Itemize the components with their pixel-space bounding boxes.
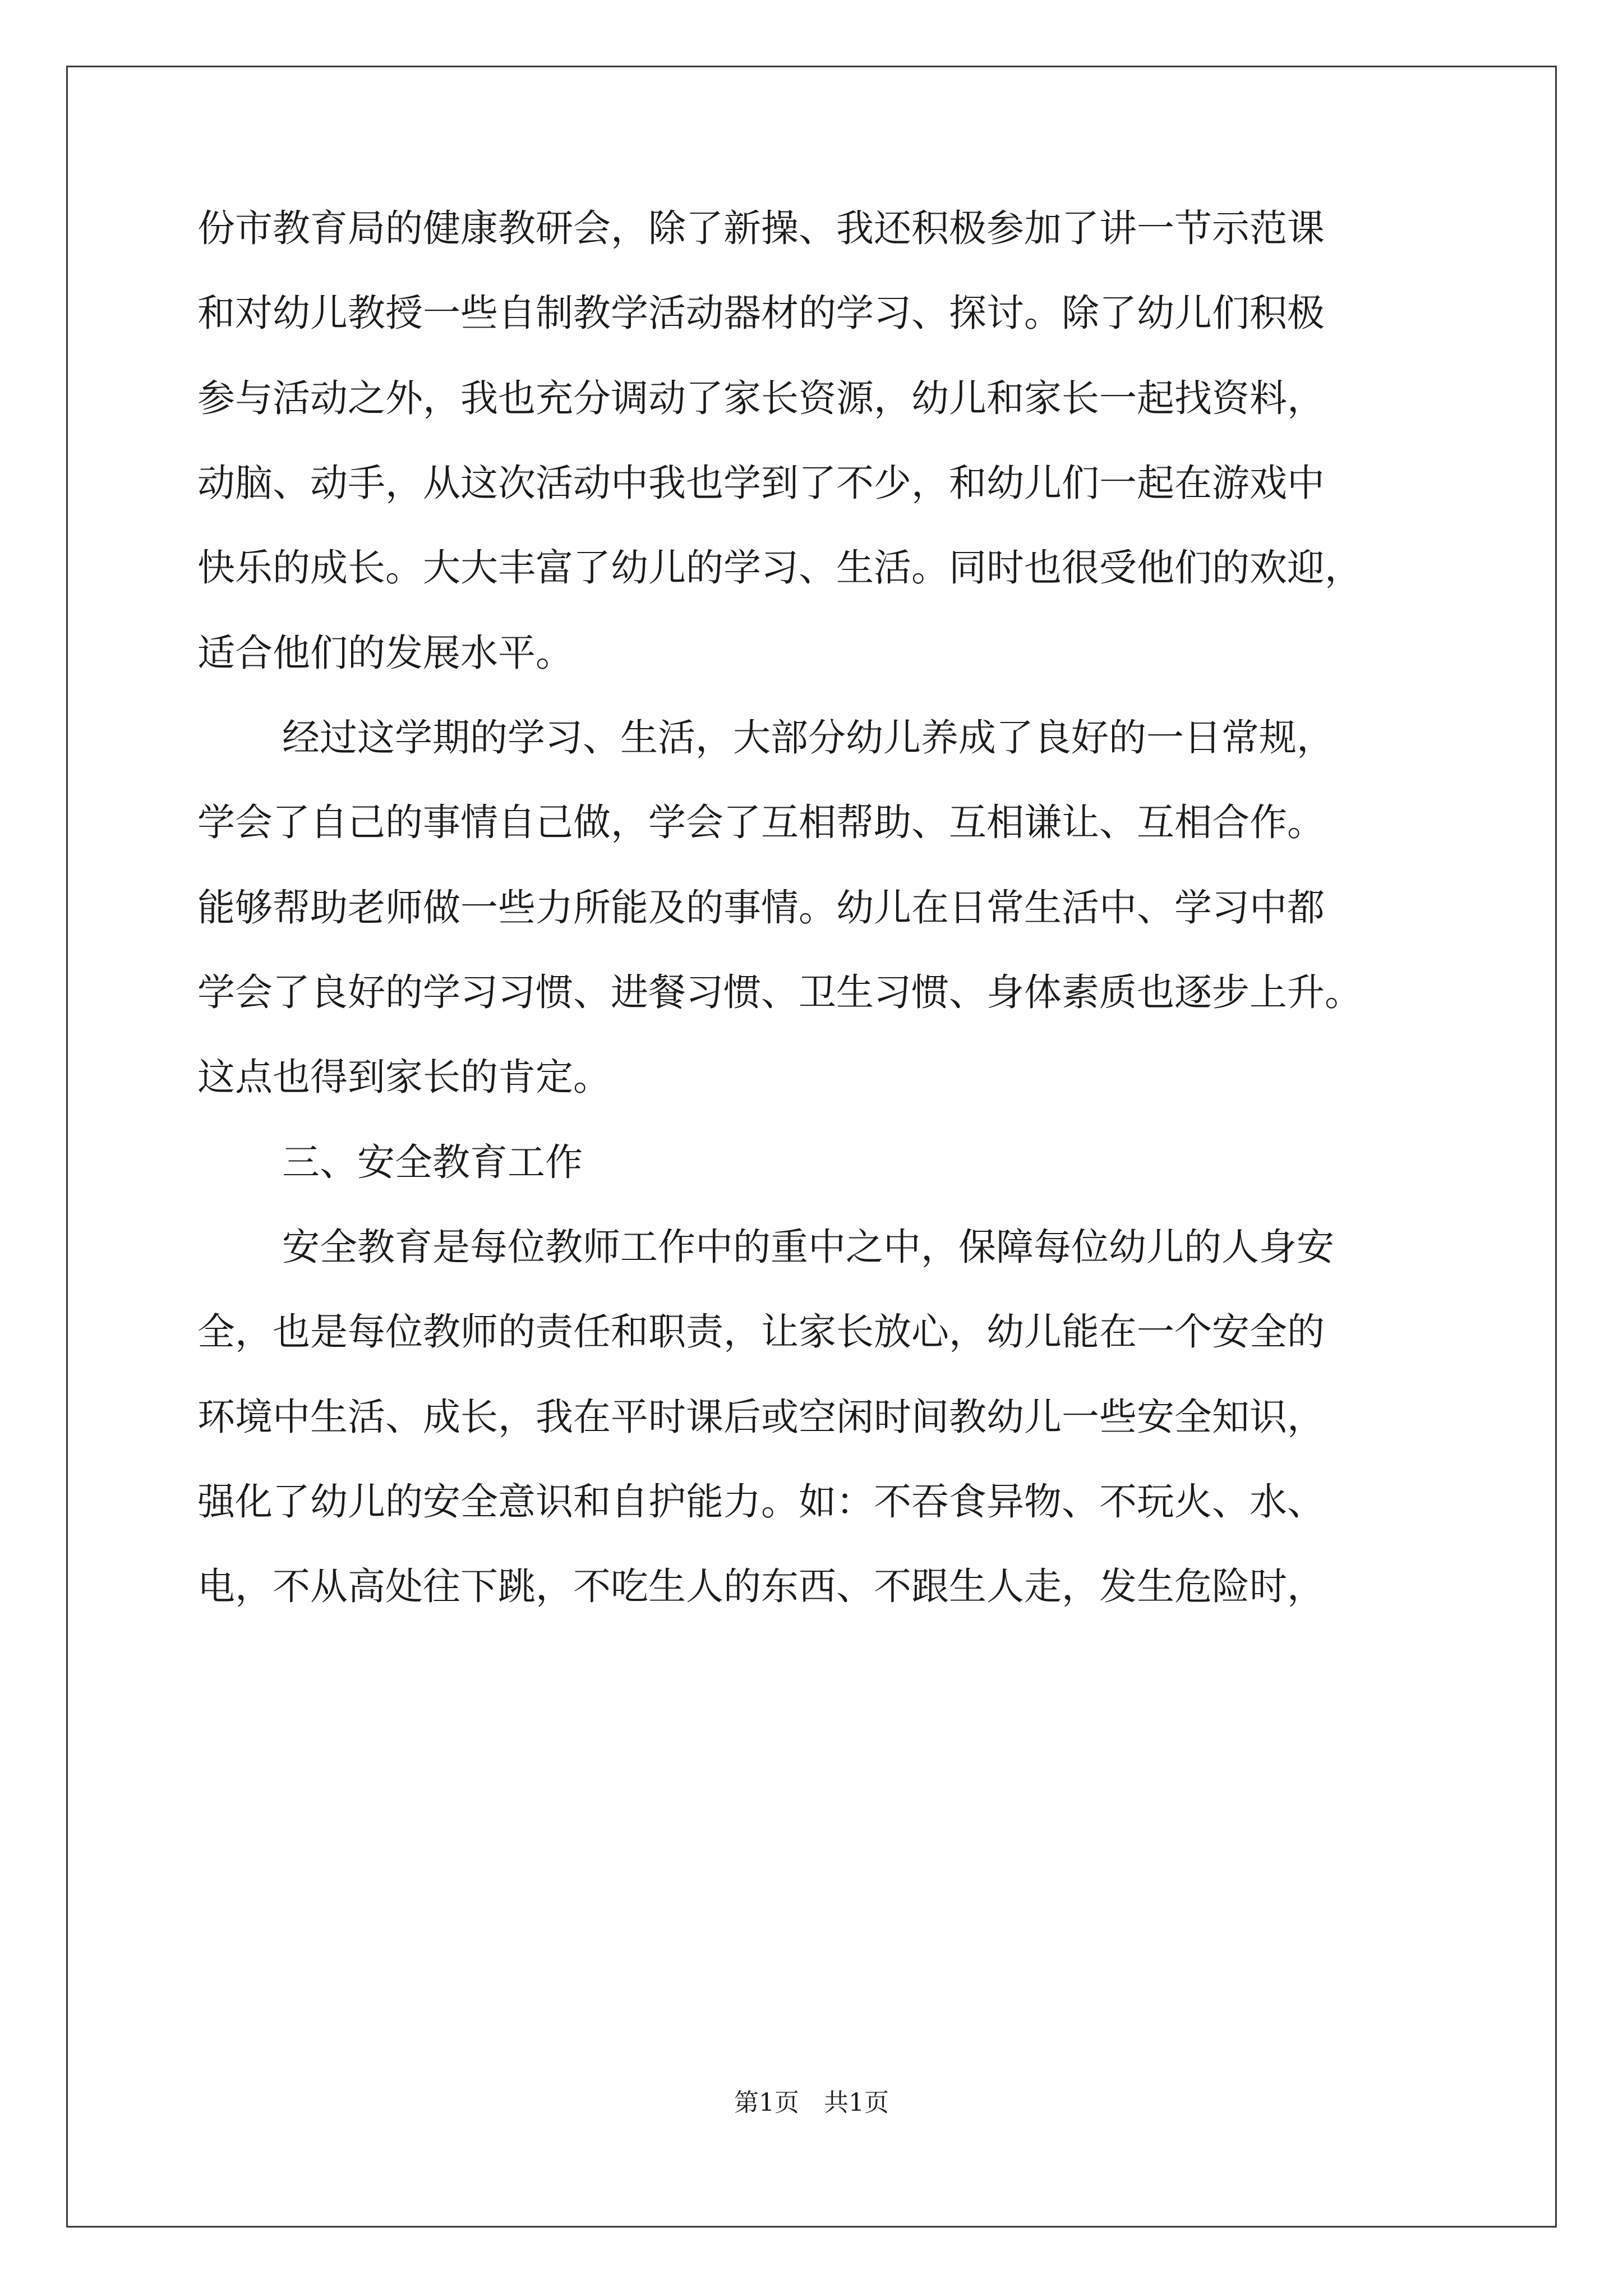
section-heading: 三、安全教育工作 (282, 1140, 583, 1184)
text-line-14: 全，也是每位教师的责任和职责，让家长放心，幼儿能在一个安全的 (197, 1310, 1325, 1354)
text-line-9: 能够帮助老师做一些力所能及的事情。幼儿在日常生活中、学习中都 (197, 886, 1325, 930)
text-line-2: 和对幼儿教授一些自制教学活动器材的学习、探讨。除了幼儿们积极 (197, 291, 1325, 335)
text-line-16: 强化了幼儿的安全意识和自护能力。如：不吞食异物、不玩火、水、 (197, 1480, 1325, 1524)
text-line-11: 这点也得到家长的肯定。 (197, 1055, 611, 1099)
page-number-footer: 第1页 共1页 (734, 2088, 889, 2117)
text-line-4: 动脑、动手，从这次活动中我也学到了不少，和幼儿们一起在游戏中 (197, 461, 1325, 505)
text-line-8: 学会了自己的事情自己做，学会了互相帮助、互相谦让、互相合作。 (197, 800, 1325, 844)
text-line-3: 参与活动之外，我也充分调动了家长资源，幼儿和家长一起找资料， (197, 376, 1325, 420)
text-line-13: 安全教育是每位教师工作中的重中之中，保障每位幼儿的人身安 (282, 1225, 1334, 1269)
text-line-7: 经过这学期的学习、生活，大部分幼儿养成了良好的一日常规， (282, 716, 1334, 760)
text-line-15: 环境中生活、成长，我在平时课后或空闲时间教幼儿一些安全知识， (197, 1395, 1325, 1439)
text-line-17: 电，不从高处往下跳，不吃生人的东西、不跟生人走，发生危险时， (197, 1565, 1325, 1608)
text-line-1: 份市教育局的健康教研会，除了新操、我还积极参加了讲一节示范课 (197, 206, 1325, 250)
text-line-10: 学会了良好的学习习惯、进餐习惯、卫生习惯、身体素质也逐步上升。 (197, 970, 1362, 1014)
text-line-5: 快乐的成长。大大丰富了幼儿的学习、生活。同时也很受他们的欢迎， (197, 546, 1362, 590)
text-line-6: 适合他们的发展水平。 (197, 631, 573, 675)
